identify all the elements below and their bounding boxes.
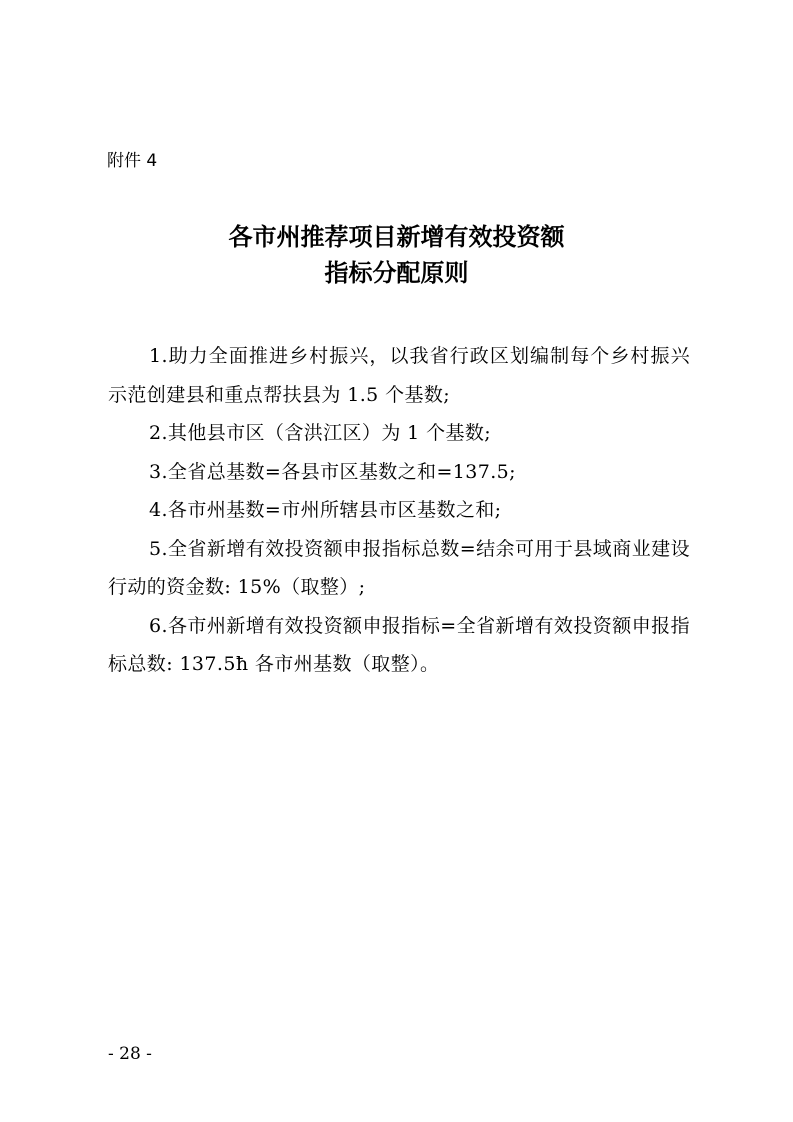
document-body: [108, 337, 690, 684]
paragraph-2: 2.其他县市区（含洪江区）为 1 个基数;: [149, 422, 492, 444]
paragraph-1: 1.助力全面推进乡村振兴，以我省行政区划编制每个乡村振兴示范创建县和重点帮扶县为 1.5 个基数;: [108, 345, 690, 406]
paragraph-6: 6.各市州新增有效投资额申报指标=全省新增有效投资额申报指标总数: 137.5ħ 各市州基数（取整）。: [108, 614, 690, 675]
paragraph-4: 4.各市州基数=市州所辖县市区基数之和;: [149, 499, 502, 521]
document-title-line-2: 指标分配原则: [324, 259, 469, 287]
document-title-line-1: 各市州推荐项目新增有效投资额: [228, 223, 565, 251]
attachment-label: 附件 4: [107, 151, 158, 171]
page-number: - 28 -: [108, 1044, 152, 1064]
paragraph-3: 3.全省总基数=各县市区基数之和=137.5;: [149, 460, 516, 483]
paragraph-5: 5.全省新增有效投资额申报指标总数=结余可用于县域商业建设行动的资金数: 15%（取整）;: [108, 537, 690, 598]
